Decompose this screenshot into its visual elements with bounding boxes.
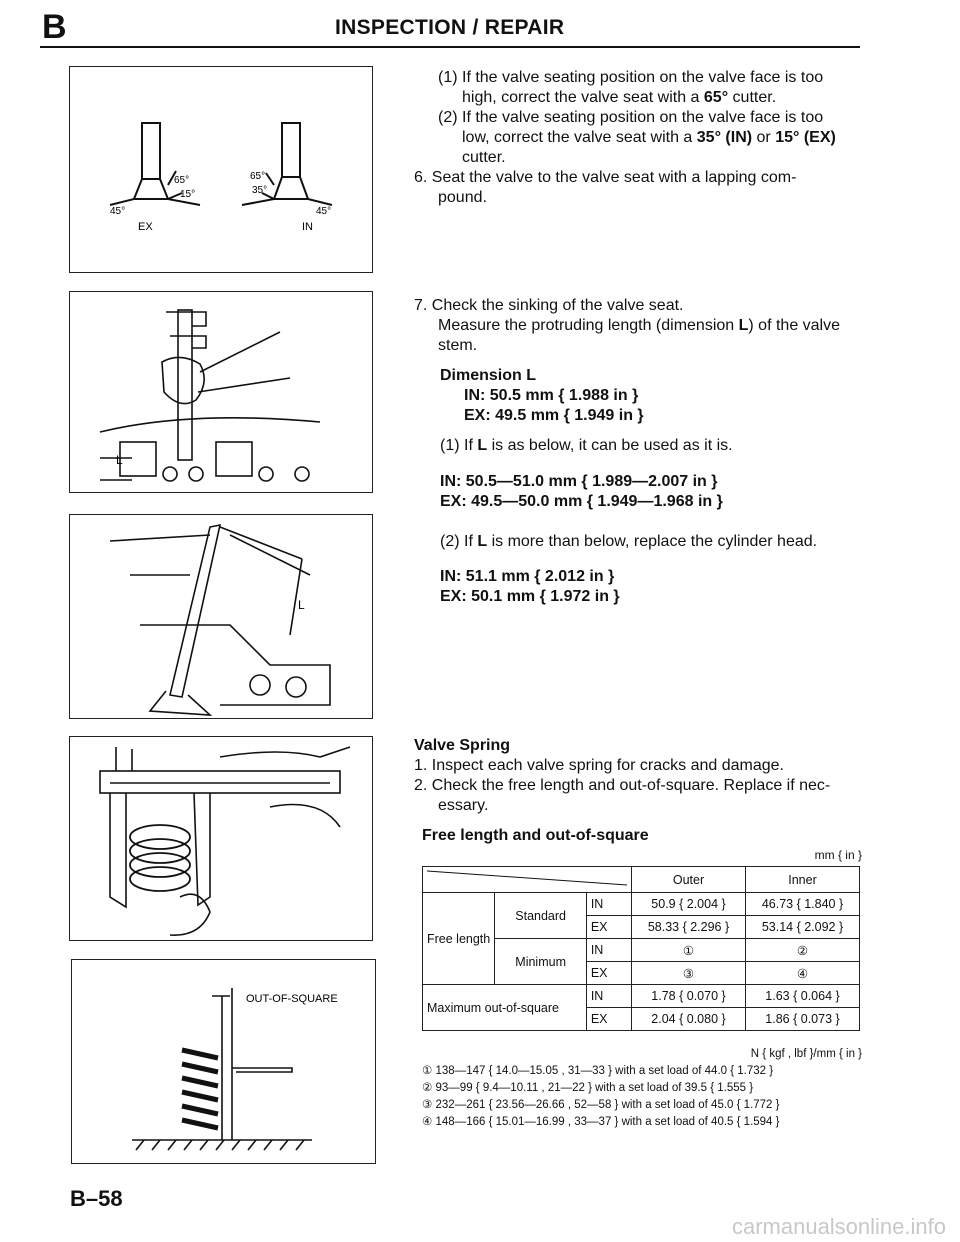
free-length-title: Free length and out-of-square	[422, 827, 649, 844]
figure-spring-free-length	[69, 736, 373, 941]
table-header-row	[423, 867, 860, 893]
step-2-line-a: (2) If the valve seating position on the valve face is too	[438, 109, 824, 126]
min-in-outer: ①	[632, 939, 746, 962]
condition-1-spec	[440, 472, 860, 512]
min-in-inner: ②	[746, 939, 860, 962]
header-rule	[40, 46, 860, 48]
footnote-2: ② 93—99 { 9.4—10.11 , 21—22 } with a set load of 39.5 { 1.555 }	[422, 1082, 754, 1094]
valve-spring-step-2a: 2. Check the free length and out-of-square. Replace if nec-	[414, 777, 831, 794]
page-title: INSPECTION / REPAIR	[335, 16, 565, 39]
std-in-inner: 46.73 { 1.840 }	[746, 893, 860, 916]
table-unit: mm { in }	[814, 848, 862, 862]
caliper-head-diagram	[70, 292, 372, 492]
valve-spring-title: Valve Spring	[414, 737, 511, 754]
oos-ex-inner: 1.86 { 0.073 }	[746, 1008, 860, 1031]
spring-free-length-diagram	[70, 737, 372, 940]
condition-2-spec	[440, 567, 860, 607]
watermark: carmanualsonline.info	[731, 1214, 946, 1239]
standard-ex-label: EX	[586, 916, 631, 939]
minimum-label: Minimum	[495, 939, 586, 985]
ex-45-label: 45°	[110, 206, 126, 217]
out-of-square-label: OUT-OF-SQUARE	[246, 993, 338, 1005]
step-2-line-b: low, correct the valve seat with a 35° (IN) or 15° (EX)	[462, 129, 836, 146]
in-65-label: 65°	[250, 171, 266, 182]
step-7-line-b: Measure the protruding length (dimension L) of the valve	[438, 317, 841, 334]
valve-dimension-diagram	[70, 515, 372, 718]
corner-diagonal	[427, 869, 627, 887]
in-35-label: 35°	[252, 185, 268, 196]
ex-15-label: 15°	[180, 189, 196, 200]
oos-in-inner: 1.63 { 0.064 }	[746, 985, 860, 1008]
spring-spec-table	[422, 866, 860, 1031]
max-oos-label: Maximum out-of-square	[423, 985, 587, 1031]
in-45-label: 45°	[316, 206, 332, 217]
min-ex-outer: ③	[632, 962, 746, 985]
step-1-line-b: high, correct the valve seat with a 65° cutter.	[462, 89, 777, 106]
footnote-unit: N { kgf , lbf }/mm { in }	[750, 1048, 862, 1060]
dimension-l-spec	[440, 366, 860, 426]
oos-in-label: IN	[586, 985, 631, 1008]
oos-ex-outer: 2.04 { 0.080 }	[632, 1008, 746, 1031]
dimension-l-label-1: L	[116, 453, 123, 467]
condition-2-text: (2) If L is more than below, replace the cylinder head.	[440, 533, 818, 550]
figure-caliper-head	[69, 291, 373, 493]
minimum-in-label: IN	[586, 939, 631, 962]
section-letter: B	[42, 8, 67, 46]
table-row	[423, 893, 860, 916]
dimension-l-title: Dimension L	[440, 367, 537, 384]
table-row	[423, 985, 860, 1008]
condition-1	[440, 436, 860, 456]
step-1-line-a: (1) If the valve seating position on the valve face is too	[438, 69, 824, 86]
cutter-instructions	[414, 68, 864, 208]
page-number: B–58	[70, 1186, 123, 1211]
col-inner: Inner	[746, 867, 860, 893]
condition-2-ex: EX: 50.1 mm { 1.972 in }	[440, 588, 620, 605]
standard-label: Standard	[495, 893, 586, 939]
step-7-line-a: 7. Check the sinking of the valve seat.	[414, 297, 684, 314]
condition-1-ex: EX: 49.5—50.0 mm { 1.949—1.968 in }	[440, 493, 723, 510]
footnotes	[422, 1063, 862, 1131]
in-label: IN	[302, 221, 313, 233]
std-in-outer: 50.9 { 2.004 }	[632, 893, 746, 916]
step-6-line-a: 6. Seat the valve to the valve seat with a lapping com-	[414, 169, 797, 186]
figure-seat-angles	[69, 66, 373, 273]
condition-1-text: (1) If L is as below, it can be used as it is.	[440, 437, 733, 454]
out-of-square-diagram	[72, 960, 375, 1163]
figure-valve-dimension	[69, 514, 373, 719]
min-ex-inner: ④	[746, 962, 860, 985]
table-corner	[423, 867, 632, 893]
step-7-line-c: stem.	[438, 337, 478, 354]
valve-spring-step-1: 1. Inspect each valve spring for cracks and damage.	[414, 757, 784, 774]
condition-1-in: IN: 50.5—51.0 mm { 1.989—2.007 in }	[440, 473, 718, 490]
seat-angles-diagram	[70, 67, 372, 272]
ex-65-label: 65°	[174, 175, 190, 186]
oos-ex-label: EX	[586, 1008, 631, 1031]
figure-out-of-square	[71, 959, 376, 1164]
dimension-l-label-2: L	[298, 598, 305, 612]
step-6-line-b: pound.	[438, 189, 487, 206]
std-ex-inner: 53.14 { 2.092 }	[746, 916, 860, 939]
std-ex-outer: 58.33 { 2.296 }	[632, 916, 746, 939]
oos-in-outer: 1.78 { 0.070 }	[632, 985, 746, 1008]
condition-2-in: IN: 51.1 mm { 2.012 in }	[440, 568, 615, 585]
condition-2	[440, 532, 860, 552]
dimension-l-in: IN: 50.5 mm { 1.988 in }	[464, 387, 639, 404]
standard-in-label: IN	[586, 893, 631, 916]
ex-label: EX	[138, 221, 153, 233]
col-outer: Outer	[632, 867, 746, 893]
dimension-l-ex: EX: 49.5 mm { 1.949 in }	[464, 407, 644, 424]
step-7-block	[414, 296, 864, 356]
free-length-label: Free length	[423, 893, 495, 985]
footnote-3: ③ 232—261 { 23.56—26.66 , 52—58 } with a set load of 45.0 { 1.772 }	[422, 1099, 780, 1111]
minimum-ex-label: EX	[586, 962, 631, 985]
footnote-4: ④ 148—166 { 15.01—16.99 , 33—37 } with a set load of 40.5 { 1.594 }	[422, 1116, 780, 1128]
valve-spring-step-2b: essary.	[438, 797, 489, 814]
footnote-1: ① 138—147 { 14.0—15.05 , 31—33 } with a set load of 44.0 { 1.732 }	[422, 1065, 774, 1077]
valve-spring-section	[414, 736, 864, 816]
step-2-line-c: cutter.	[462, 149, 506, 166]
